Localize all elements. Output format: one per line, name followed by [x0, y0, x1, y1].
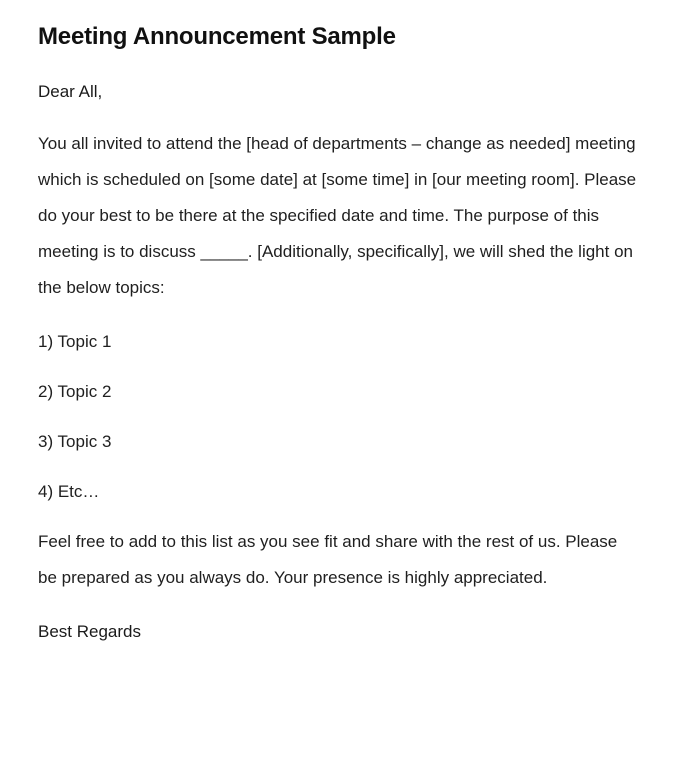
list-item: 4) Etc…	[38, 482, 100, 501]
closing-paragraph: Feel free to add to this list as you see fit and share with the rest of us. Please be prepared as you always do. Your presence is highly appreciated.	[38, 532, 618, 587]
list-item: 1) Topic 1	[38, 332, 112, 351]
sign-off-text: Best Regards	[38, 622, 141, 641]
salutation-text: Dear All,	[38, 82, 103, 101]
topics-list	[38, 324, 662, 510]
page-title: Meeting Announcement Sample	[38, 23, 396, 50]
list-item: 3) Topic 3	[38, 432, 112, 451]
intro-paragraph: You all invited to attend the [head of departments – change as needed] meeting which is scheduled on [some date] at [some time] in [our meeting room]. Please do your best to be there at the specified date and time. The purpose of this meeting is to discuss _____. [Additionally, specifically], we will shed the light on the below topics:	[38, 134, 637, 297]
list-item: 2) Topic 2	[38, 382, 112, 401]
